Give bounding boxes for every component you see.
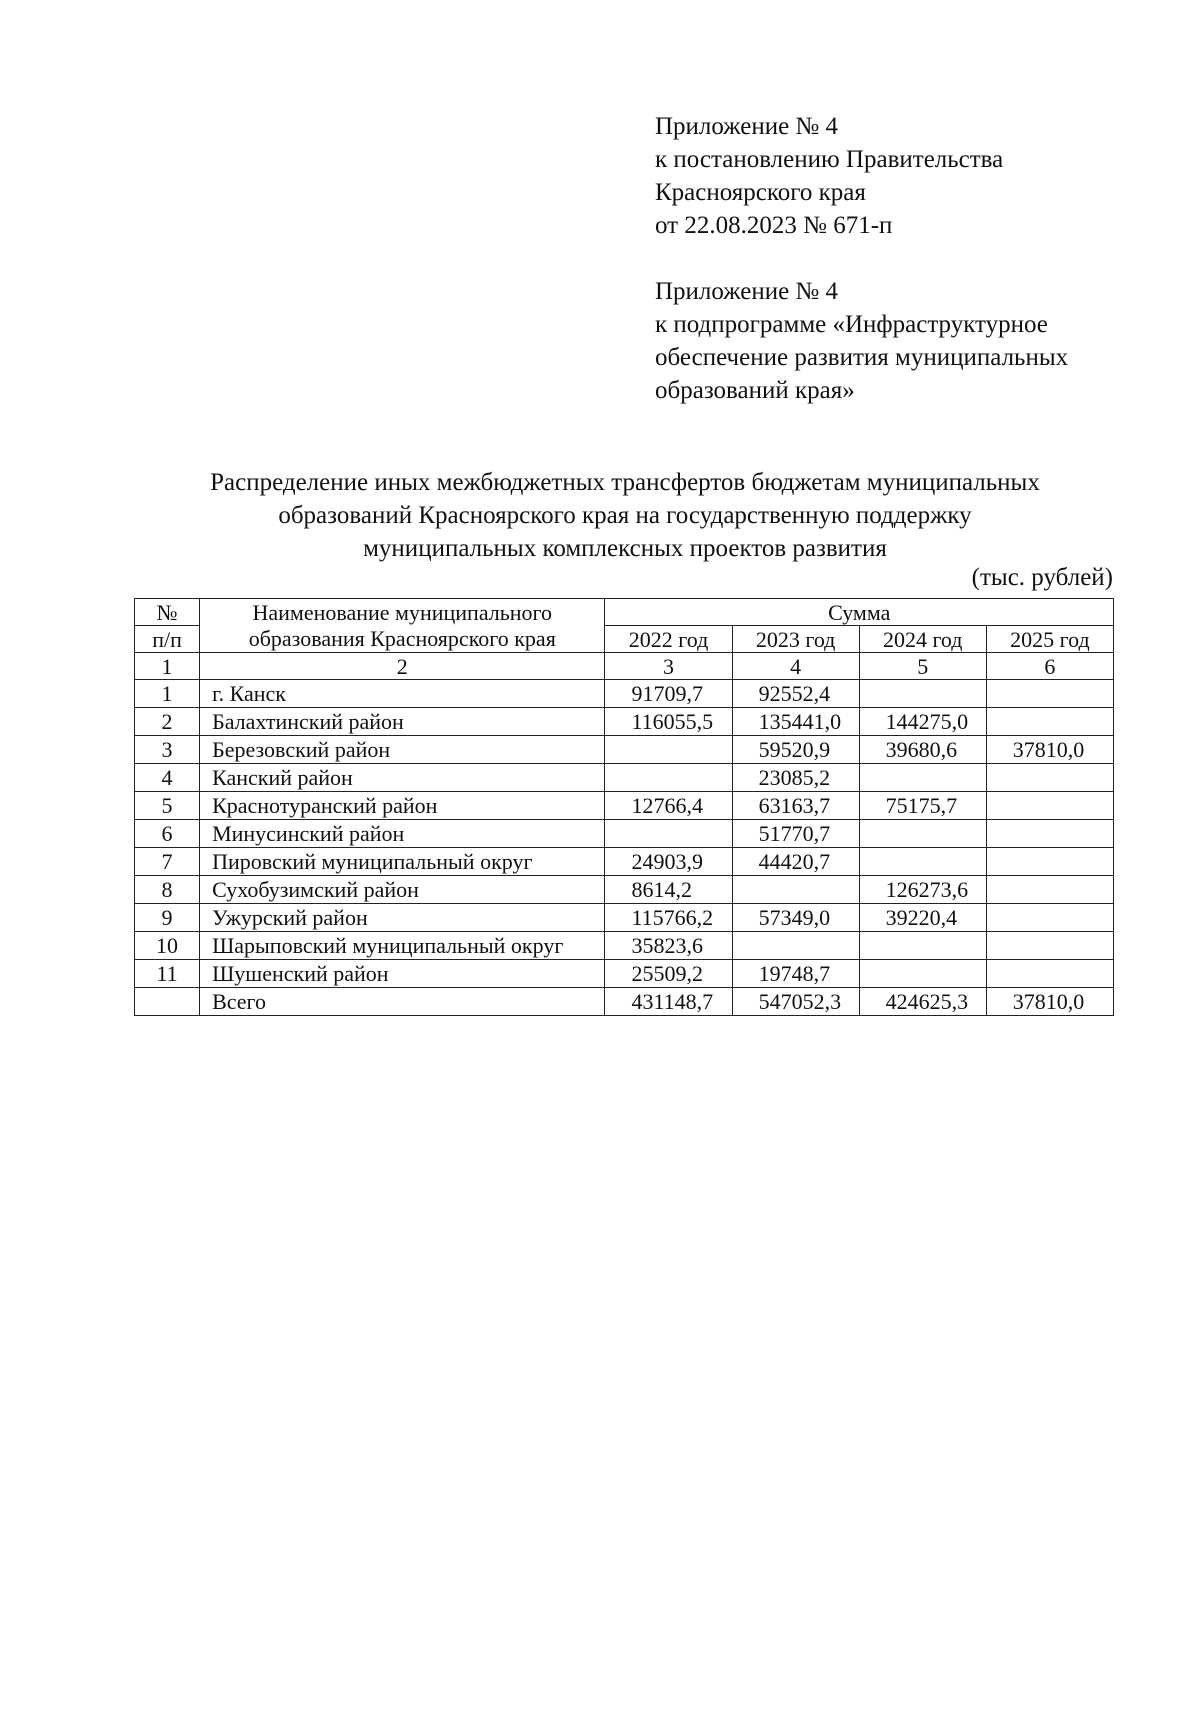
amount-2025: [986, 876, 1113, 904]
amount-2024: [859, 764, 986, 792]
municipality-name: Березовский район: [200, 736, 605, 764]
header-name-bottom: образования Красноярского края: [200, 626, 605, 653]
header-year: 2024 год: [859, 626, 986, 653]
column-number: 4: [732, 653, 859, 680]
amount-2024: [859, 848, 986, 876]
amount-2024: [859, 960, 986, 988]
amount-2024: [859, 820, 986, 848]
row-number: 5: [135, 792, 200, 820]
header-sum: Сумма: [605, 599, 1114, 626]
municipality-name: г. Канск: [200, 680, 605, 708]
amount-2023: 59520,9: [732, 736, 859, 764]
header-year: 2025 год: [986, 626, 1113, 653]
municipality-name: Краснотуранский район: [200, 792, 605, 820]
amount-2025: [986, 904, 1113, 932]
title-line: образований Красноярского края на государственную поддержку: [278, 502, 972, 529]
amount-2025: [986, 680, 1113, 708]
amount-2022: 115766,2: [605, 904, 732, 932]
municipality-name: Канский район: [200, 764, 605, 792]
row-number: 6: [135, 820, 200, 848]
row-number: 11: [135, 960, 200, 988]
amount-2022: 12766,4: [605, 792, 732, 820]
title-line: Распределение иных межбюджетных трансфертов бюджетам муниципальных: [210, 469, 1040, 496]
amount-2024: [859, 932, 986, 960]
table-header-row: [135, 599, 1114, 626]
amount-2025: 37810,0: [986, 736, 1113, 764]
municipality-name: Минусинский район: [200, 820, 605, 848]
approval-line: к постановлению Правительства: [655, 146, 1004, 173]
header-num-bottom: п/п: [135, 626, 200, 653]
header-year: 2023 год: [732, 626, 859, 653]
row-number: 1: [135, 680, 200, 708]
amount-2023: 44420,7: [732, 848, 859, 876]
table-row: [135, 932, 1114, 960]
amount-2023: 63163,7: [732, 792, 859, 820]
amount-2023: 51770,7: [732, 820, 859, 848]
total-num-cell: [135, 988, 200, 1016]
approval-line: обеспечение развития муниципальных: [655, 344, 1069, 371]
amount-2024: 144275,0: [859, 708, 986, 736]
total-2025: 37810,0: [986, 988, 1113, 1016]
transfers-table: [134, 598, 1114, 1016]
table-row: [135, 848, 1114, 876]
table-row: [135, 764, 1114, 792]
header-name-top: Наименование муниципального: [200, 599, 605, 626]
municipality-name: Шушенский район: [200, 960, 605, 988]
table-row: [135, 960, 1114, 988]
title-line: муниципальных комплексных проектов развития: [363, 535, 887, 562]
amount-2022: [605, 820, 732, 848]
document-title: [100, 466, 1150, 565]
amount-2022: [605, 736, 732, 764]
row-number: 2: [135, 708, 200, 736]
municipality-name: Шарыповский муниципальный округ: [200, 932, 605, 960]
amount-2023: 92552,4: [732, 680, 859, 708]
row-number: 3: [135, 736, 200, 764]
approval-line: образований края»: [655, 377, 855, 404]
amount-2023: 57349,0: [732, 904, 859, 932]
approval-line: Приложение № 4: [655, 113, 839, 140]
table-body: [135, 680, 1114, 988]
amount-2025: [986, 932, 1113, 960]
row-number: 8: [135, 876, 200, 904]
amount-2025: [986, 708, 1113, 736]
total-2022: 431148,7: [605, 988, 732, 1016]
table-total-row: [135, 988, 1114, 1016]
amount-2023: 19748,7: [732, 960, 859, 988]
row-number: 10: [135, 932, 200, 960]
municipality-name: Сухобузимский район: [200, 876, 605, 904]
amount-2022: 8614,2: [605, 876, 732, 904]
amount-2023: [732, 932, 859, 960]
total-2023: 547052,3: [732, 988, 859, 1016]
amount-2023: 23085,2: [732, 764, 859, 792]
table-row: [135, 904, 1114, 932]
amount-2022: [605, 764, 732, 792]
amount-2024: 126273,6: [859, 876, 986, 904]
approval-block-government-resolution: [655, 110, 1003, 242]
approval-line: к подпрограмме «Инфраструктурное: [655, 311, 1048, 338]
municipality-name: Ужурский район: [200, 904, 605, 932]
approval-line: Красноярского края: [655, 179, 866, 206]
column-number: 6: [986, 653, 1113, 680]
amount-2023: 135441,0: [732, 708, 859, 736]
amount-2025: [986, 960, 1113, 988]
table-header-row: [135, 626, 1114, 653]
approval-line: Приложение № 4: [655, 278, 839, 305]
table-row: [135, 736, 1114, 764]
total-label: Всего: [200, 988, 605, 1016]
row-number: 9: [135, 904, 200, 932]
amount-2023: [732, 876, 859, 904]
units-note: (тыс. рублей): [971, 564, 1113, 591]
amount-2024: 39220,4: [859, 904, 986, 932]
amount-2022: 24903,9: [605, 848, 732, 876]
row-number: 4: [135, 764, 200, 792]
column-number: 1: [135, 653, 200, 680]
amount-2022: 116055,5: [605, 708, 732, 736]
header-num-top: №: [135, 599, 200, 626]
header-year: 2022 год: [605, 626, 732, 653]
approval-line: от 22.08.2023 № 671-п: [655, 212, 893, 239]
column-number: 5: [859, 653, 986, 680]
total-2024: 424625,3: [859, 988, 986, 1016]
amount-2022: 25509,2: [605, 960, 732, 988]
amount-2025: [986, 792, 1113, 820]
table-row: [135, 708, 1114, 736]
amount-2022: 91709,7: [605, 680, 732, 708]
municipality-name: Пировский муниципальный округ: [200, 848, 605, 876]
amount-2025: [986, 820, 1113, 848]
amount-2025: [986, 848, 1113, 876]
table-row: [135, 792, 1114, 820]
amount-2022: 35823,6: [605, 932, 732, 960]
amount-2025: [986, 764, 1113, 792]
table-row: [135, 820, 1114, 848]
municipality-name: Балахтинский район: [200, 708, 605, 736]
approval-block-subprogram: [655, 275, 1068, 407]
column-number: 3: [605, 653, 732, 680]
column-number: 2: [200, 653, 605, 680]
table-row: [135, 680, 1114, 708]
table-row: [135, 876, 1114, 904]
amount-2024: [859, 680, 986, 708]
amount-2024: 39680,6: [859, 736, 986, 764]
column-number-row: [135, 653, 1114, 680]
amount-2024: 75175,7: [859, 792, 986, 820]
row-number: 7: [135, 848, 200, 876]
